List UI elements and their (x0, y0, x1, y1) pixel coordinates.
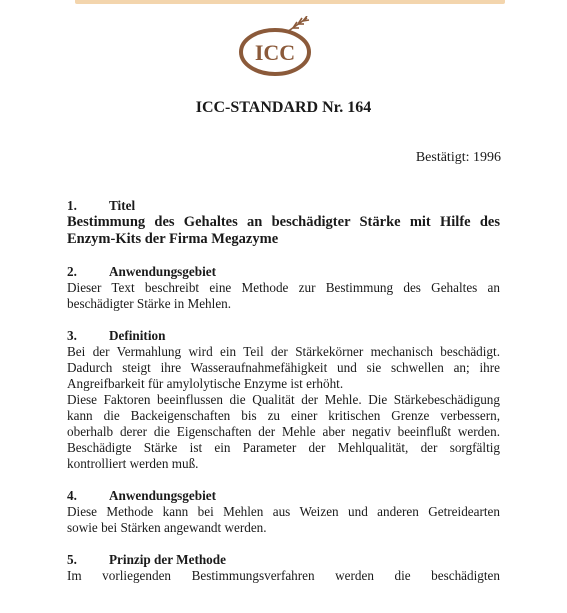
text-line: oberhalb derer die Eigenschaften der Mehle aber negativ beeinflußt werden. (67, 424, 500, 439)
section-heading (67, 264, 500, 280)
section-3 (67, 328, 500, 472)
section-number: 4. (67, 488, 77, 503)
text-line: Im vorliegenden Bestimmungsverfahren werden die beschädigten (67, 568, 500, 583)
section-number: 3. (67, 328, 77, 343)
section-5 (67, 552, 500, 584)
section-title: Anwendungsgebiet (109, 264, 216, 279)
wheat-icon (287, 16, 309, 32)
text-line: Beschädigte Stärke ist ein Parameter der Mehlqualität, der sorgfältig (67, 440, 500, 455)
section-number: 1. (67, 198, 77, 213)
paragraph (67, 568, 500, 584)
text-line: Diese Faktoren beeinflussen die Qualität der Mehle. Die Stärkebeschädigung (67, 392, 500, 407)
text-line: Bei der Vermahlung wird ein Teil der Stärkekörner mechanisch beschädigt. (67, 344, 500, 359)
section-number: 5. (67, 552, 77, 567)
section-number: 2. (67, 264, 77, 279)
text-line: Angreifbarkeit für amylolytische Enzyme ist erhöht. (67, 376, 344, 391)
icc-logo (237, 16, 321, 82)
section-title: Prinzip der Methode (109, 552, 226, 567)
top-decorative-band (75, 0, 505, 4)
paragraph (67, 280, 500, 312)
logo-text: ICC (254, 40, 296, 65)
paragraph (67, 504, 500, 536)
text-line: Dieser Text beschreibt eine Methode zur Bestimmung des Gehaltes an (67, 280, 500, 295)
section-2 (67, 264, 500, 312)
section-title: Titel (109, 198, 136, 213)
section-heading (67, 328, 500, 344)
section-title: Definition (109, 328, 166, 343)
title-line: Bestimmung des Gehaltes an beschädigter Stärke mit Hilfe des (67, 214, 500, 230)
document-title (67, 214, 500, 248)
paragraph (67, 344, 500, 472)
standard-title: ICC-STANDARD Nr. 164 (195, 99, 372, 116)
text-line: kann die Backeigenschaften bis zu einer kritischen Grenze verbessern, (67, 408, 500, 423)
text-line: Diese Methode kann bei Mehlen aus Weizen und anderen Getreidearten (67, 504, 500, 519)
section-heading (67, 488, 500, 504)
section-1 (67, 198, 500, 248)
text-line: Dadurch steigt ihre Wasseraufnahmefähigkeit und sie schwellen an; ihre (67, 360, 500, 375)
text-line: sowie bei Stärken angewandt werden. (67, 520, 267, 535)
text-line: beschädigter Stärke in Mehlen. (67, 296, 232, 311)
section-title: Anwendungsgebiet (109, 488, 216, 503)
section-4 (67, 488, 500, 536)
section-heading (67, 198, 500, 214)
text-line: kontrolliert werden muß. (67, 456, 199, 471)
document-body (67, 198, 500, 600)
confirmed-date: Bestätigt: 1996 (415, 150, 501, 165)
title-line: Enzym-Kits der Firma Megazyme (67, 231, 279, 247)
section-heading (67, 552, 500, 568)
